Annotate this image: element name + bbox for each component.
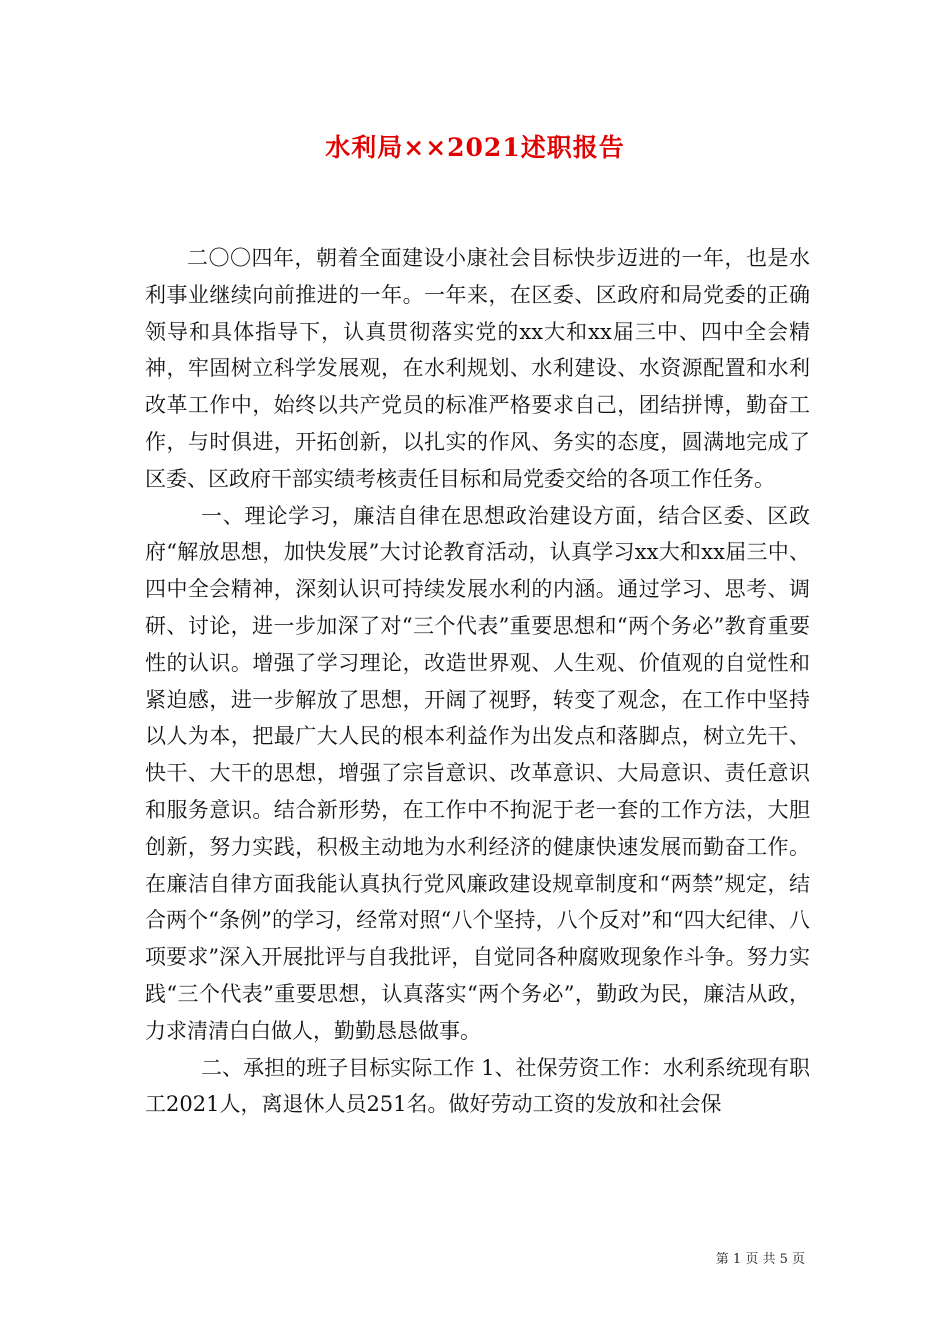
document-body [145,240,810,1123]
document-title: 水利局××2021述职报告 [325,133,625,162]
paragraph-section-1: 一、理论学习，廉洁自律在思想政治建设方面，结合区委、区政府“解放思想，加快发展”大讨论教育活动，认真学习xx大和xx届三中、四中全会精神，深刻认识可持续发展水利的内涵。通过学习、思考、调研、讨论，进一步加深了对“三个代表”重要思想和“两个务必”教育重要性的认识。增强了学习理论，改造世界观、人生观、价值观的自觉性和紧迫感，进一步解放了思想，开阔了视野，转变了观念，在工作中坚持以人为本，把最广大人民的根本利益作为出发点和落脚点，树立先干、快干、大干的思想，增强了宗旨意识、改革意识、大局意识、责任意识和服务意识。结合新形势，在工作中不拘泥于老一套的工作方法，大胆创新，努力实践，积极主动地为水利经济的健康快速发展而勤奋工作。在廉洁自律方面我能认真执行党风廉政建设规章制度和“两禁”规定，结合两个“条例”的学习，经常对照“八个坚持，八个反对”和“四大纪律、八项要求”深入开展批评与自我批评，自觉同各种腐败现象作斗争。努力实践“三个代表”重要思想，认真落实“两个务必”，勤政为民，廉洁从政，力求清清白白做人，勤勤恳恳做事。 [145,503,810,1043]
paragraph-section-2: 二、承担的班子目标实际工作 1、社保劳资工作：水利系统现有职工2021人，离退休人员251名。做好劳动工资的发放和社会保 [145,1055,810,1117]
paragraph-intro: 二〇〇四年，朝着全面建设小康社会目标快步迈进的一年，也是水利事业继续向前推进的一年。一年来，在区委、区政府和局党委的正确领导和具体指导下，认真贯彻落实党的xx大和xx届三中、四中全会精神，牢固树立科学发展观，在水利规划、水利建设、水资源配置和水利改革工作中，始终以共产党员的标准严格要求自己，团结拼博，勤奋工作，与时俱进，开拓创新，以扎实的作风、务实的态度，圆满地完成了区委、区政府干部实绩考核责任目标和局党委交给的各项工作任务。 [145,246,810,491]
page-number-footer: 第 1 页 共 5 页 [715,1252,805,1267]
